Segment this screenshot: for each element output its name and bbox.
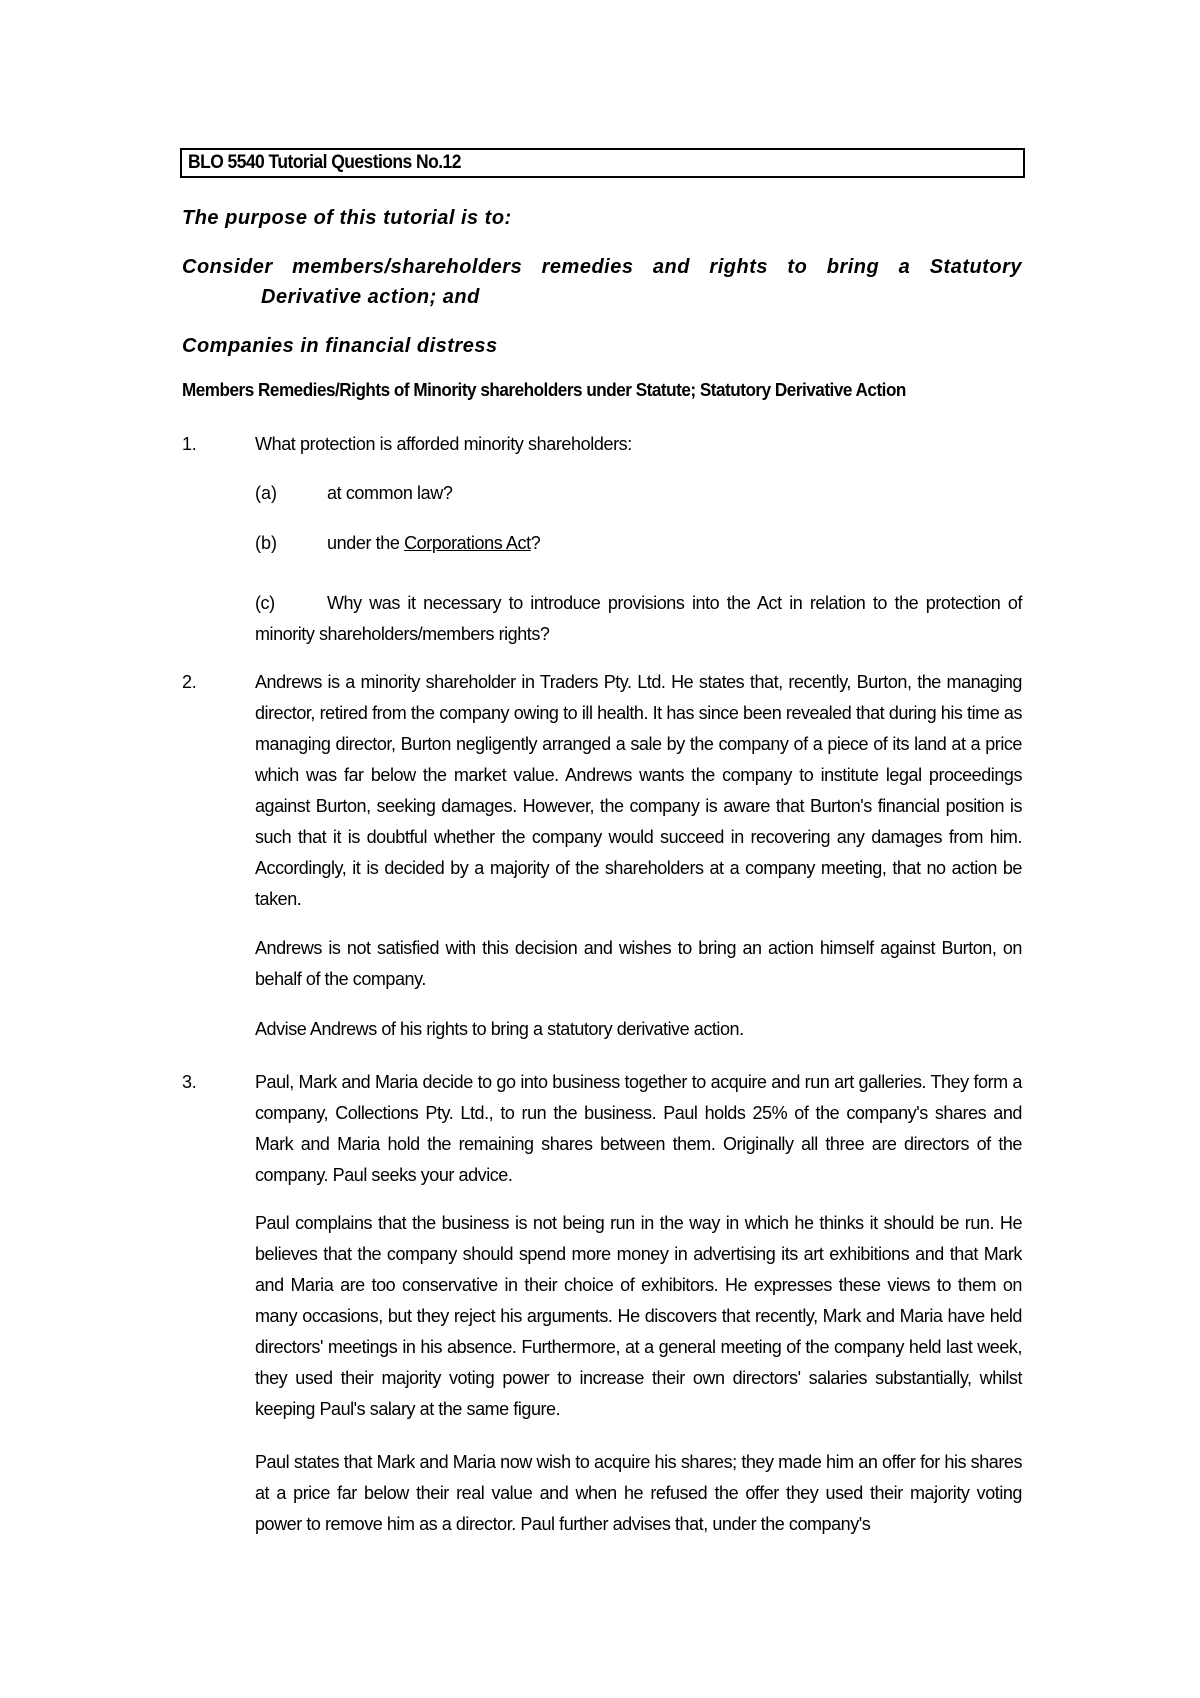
q1-c-text: Why was it necessary to introduce provisions into the Act in relation to the protection of minority shareholders/members rights? [255,593,1022,644]
q2-para-2: Andrews is not satisfied with this decision and wishes to bring an action himself against Burton, on behalf of the company. [255,938,1022,989]
distress-heading: Companies in financial distress [182,335,498,357]
q3-para-1: Paul, Mark and Maria decide to go into business together to acquire and run art galleries. They form a company, Collections Pty. Ltd., to run the business. Paul holds 25% of the company's shares and Mark and Maria hold the remaining shares between them. Originally all three are directors of the company. Paul seeks your advice. [255,1072,1022,1185]
q3-para-2: Paul complains that the business is not being run in the way in which he thinks it should be run. He believes that the company should spend more money in advertising its art exhibitions and that Mark and Maria are too conservative in their choice of exhibitors. He expresses these views to them on many occasions, but they reject his arguments. He discovers that recently, Mark and Maria have held directors' meetings in his absence. Furthermore, at a general meeting of the company held last week, they used their majority voting power to increase their own directors' salaries substantially, whilst keeping Paul's salary at the same figure. [255,1213,1022,1419]
q1-c-label: (c) [255,593,275,613]
consider-line-1: Consider members/shareholders remedies and rights to bring a Statutory [182,256,1022,278]
consider-line-2: Derivative action; and [261,286,480,308]
q2-number: 2. [182,672,197,692]
q1-a-label: (a) [255,483,277,503]
q3-para-3: Paul states that Mark and Maria now wish to acquire his shares; they made him an offer for his shares at a price far below their real value and when he refused the offer they used their majority voting power to remove him as a director. Paul further advises that, under the company's [255,1452,1022,1534]
q1-text: What protection is afforded minority shareholders: [255,434,632,454]
q1-b-text-after: ? [530,533,541,553]
document-title: BLO 5540 Tutorial Questions No.12 [188,152,461,173]
q2-para-1: Andrews is a minority shareholder in Traders Pty. Ltd. He states that, recently, Burton, the managing director, retired from the company owing to ill health. It has since been revealed that during his time as managing director, Burton negligently arranged a sale by the company of a piece of its land at a price which was far below the market value. Andrews wants the company to institute legal proceedings against Burton, seeking damages. However, the company is aware that Burton's financial position is such that it is doubtful whether the company would succeed in recovering any damages from him. Accordingly, it is decided by a majority of the shareholders at a company meeting, that no action be taken. [255,672,1022,909]
q1-b-label: (b) [255,533,277,553]
purpose-heading: The purpose of this tutorial is to: [182,207,512,229]
corporations-act-link: Corporations Act [404,533,531,553]
title-box [180,148,1025,178]
q1-a-text: at common law? [327,483,453,503]
section-heading: Members Remedies/Rights of Minority shareholders under Statute; Statutory Derivative Action [182,380,906,400]
q1-number: 1. [182,434,197,454]
q3-number: 3. [182,1072,197,1092]
q1-b-text [327,528,540,559]
q2-para-3: Advise Andrews of his rights to bring a statutory derivative action. [255,1019,744,1039]
q1-c-block [255,588,1022,650]
q1-b-text-before: under the [327,533,405,553]
